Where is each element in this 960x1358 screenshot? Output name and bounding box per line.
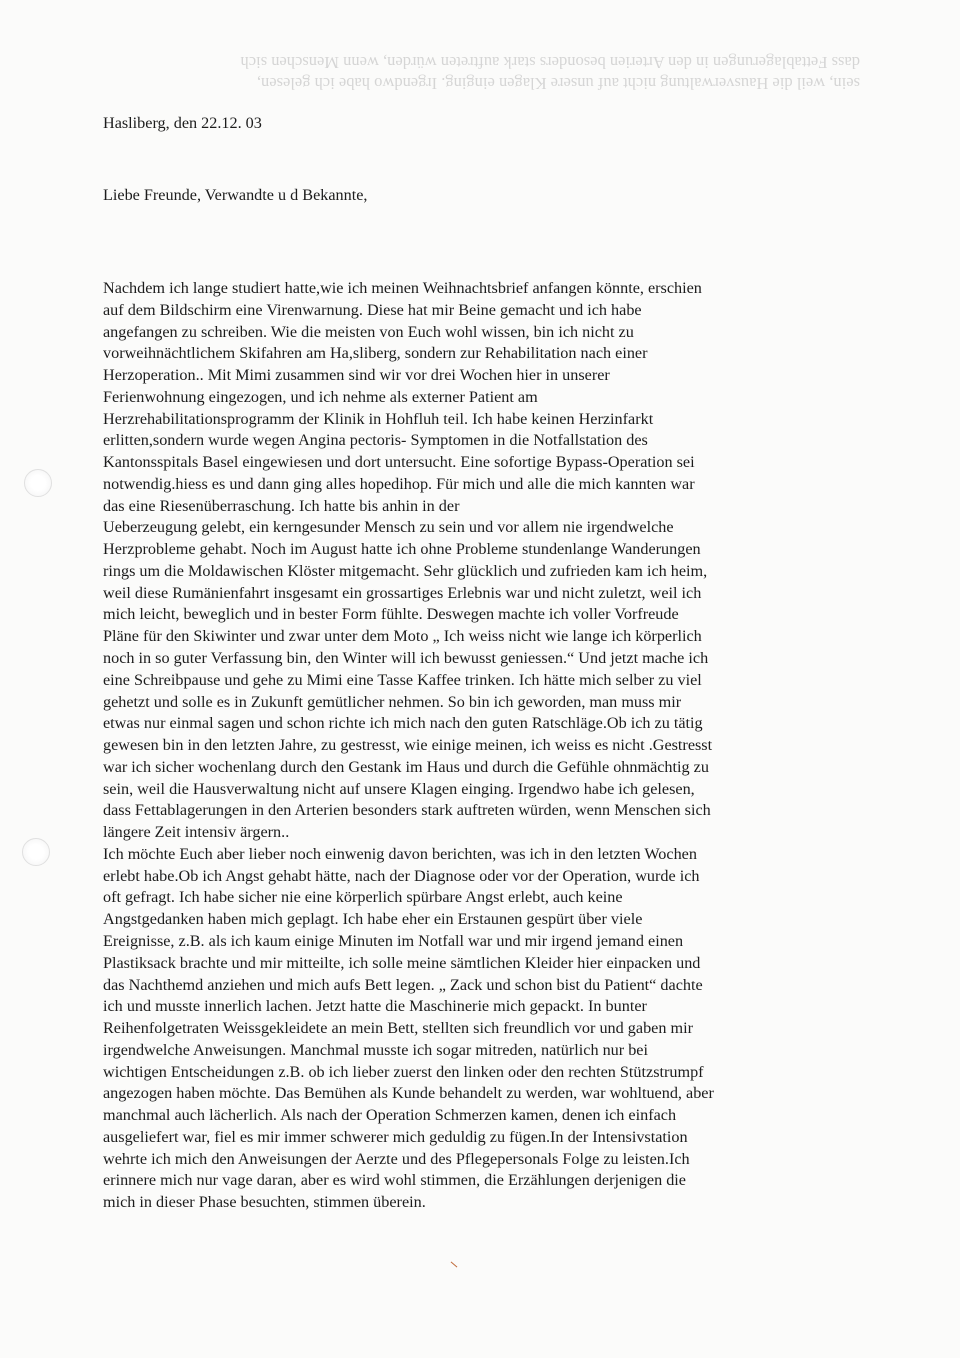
body-line: eine Schreibpause und gehe zu Mimi eine Tasse Kaffee trinken. Ich hätte mich selber zu viel	[103, 670, 702, 689]
body-line: rings um die Moldawischen Klöster mitgemacht. Sehr glücklich und zufrieden kam ich heim,	[103, 561, 708, 580]
body-line: Kantonsspitals Basel eingewiesen und dort untersucht. Eine sofortige Bypass-Operation sei	[103, 453, 695, 472]
body-line: gehetzt und solle es in Zukunft gemütlicher nehmen. So bin ich geworden, man muss mir	[103, 692, 682, 711]
bleed-through-line: dass Fettablagerungen in den Arterien besonders stark auftreten würden, wenn Menschen sich	[240, 53, 860, 72]
body-line: mich in dieser Phase besuchten, stimmen überein.	[103, 1193, 426, 1212]
body-line: Pläne für den Skiwinter und zwar unter dem Moto „ Ich weiss nicht wie lange ich körperlich	[103, 627, 702, 646]
body-line: Ueberzeugung gelebt, ein kerngesunder Mensch zu sein und vor allem nie irgendwelche	[103, 518, 674, 537]
body-line: erlebt habe.Ob ich Angst gehabt hätte, nach der Diagnose oder vor der Operation, wurde ich	[103, 866, 700, 885]
bleed-through-line: sein, weil die Hausverwaltung nicht auf unsere Klagen einging. Irgendwo habe ich gelesen,	[256, 74, 860, 93]
body-line: notwendig.hiess es und dann ging alles hopedihop. Für mich und alle die mich kannten war	[103, 474, 695, 493]
body-line: Herzprobleme gehabt. Noch im August hatte ich ohne Probleme stundenlange Wanderungen	[103, 540, 701, 559]
body-line: Plastiksack brachte und mir mitteilte, ich solle meine sämtlichen Kleider hier einpacken und	[103, 953, 701, 972]
salutation: Liebe Freunde, Verwandte u d Bekannte,	[103, 186, 368, 204]
body-line: weil diese Rumänienfahrt insgesamt ein grossartiges Erlebnis war und nicht zuletzt, weil ich	[103, 583, 702, 602]
punch-hole-mark	[22, 838, 50, 866]
body-line: oft gefragt. Ich habe sicher nie eine körperlich spürbare Angst erlebt, auch keine	[103, 888, 623, 907]
body-line: ich und musste innerlich lachen. Jetzt hatte die Maschinerie mich gepackt. In bunter	[103, 997, 647, 1016]
body-line: Ereignisse, z.B. als ich kaum einige Minuten im Notfall war und mir irgend jemand einen	[103, 931, 684, 950]
body-line: mich leicht, beweglich und in bester Form fühlte. Deswegen machte ich voller Vorfreude	[103, 605, 679, 624]
body-line: wehrte ich mich den Anweisungen der Aerzte und des Pflegepersonals Folge zu leisten.Ich	[103, 1149, 690, 1168]
body-line: vorweihnächtlichem Skifahren am Ha,sliberg, sondern zur Rehabilitation nach einer	[103, 344, 648, 363]
body-line: angefangen zu schreiben. Wie die meisten von Euch wohl wissen, bin ich nicht zu	[103, 322, 634, 341]
body-line: auf dem Bildschirm eine Virenwarnung. Diese hat mir Beine gemacht und ich habe	[103, 300, 642, 319]
body-line: Herzrehabilitationsprogramm der Klinik in Hohfluh teil. Ich habe keinen Herzinfarkt	[103, 409, 654, 428]
body-line: war ich sicher wochenlang durch den Gestank im Haus und durch die Gefühle ohnmächtig zu	[103, 757, 709, 776]
date-line: Hasliberg, den 22.12. 03	[103, 114, 262, 132]
body-line: längere Zeit intensiv ärgern..	[103, 823, 290, 842]
body-line: Reihenfolgetraten Weissgekleidete an mein Bett, stellten sich freundlich vor und gaben mir	[103, 1019, 693, 1038]
letter-content	[103, 110, 863, 1214]
body-line: irgendwelche Anweisungen. Manchmal musste ich sogar mitreden, natürlich nur bei	[103, 1040, 648, 1059]
body-line: manchmal auch lächerlich. Als nach der Operation Schmerzen kamen, denen ich einfach	[103, 1106, 677, 1125]
bleed-through-text	[100, 52, 860, 94]
body-line: wichtigen Entscheidungen z.B. ob ich lieber zuerst den linken oder den rechten Stützstrumpf	[103, 1062, 704, 1081]
body-line: etwas nur einmal sagen und schon richte ich mich nach den guten Ratschläge.Ob ich zu tätig	[103, 714, 703, 733]
body-line: Angstgedanken haben mich geplagt. Ich habe eher ein Erstaunen gespürt über viele	[103, 910, 643, 929]
body-line: ausgeliefert war, fiel es mir immer schwerer mich geduldig zu fügen.In der Intensivstation	[103, 1127, 688, 1146]
body-line: sein, weil die Hausverwaltung nicht auf unsere Klagen einging. Irgendwo habe ich gelesen,	[103, 779, 695, 798]
body-line: angezogen haben möchte. Das Bemühen als Kunde behandelt zu werden, war wohltuend, aber	[103, 1084, 714, 1103]
body-line: noch in so guter Verfassung bin, den Winter will ich bewusst geniessen.“ Und jetzt mache ich	[103, 649, 709, 668]
body-line: Nachdem ich lange studiert hatte,wie ich meinen Weihnachtsbrief anfangen könnte, erschien	[103, 279, 702, 297]
pen-mark	[451, 1262, 458, 1268]
letter-body	[103, 278, 863, 1214]
body-line: gewesen bin in den letzten Jahre, zu gestresst, wie einige meinen, ich weiss es nicht .Gestresst	[103, 736, 713, 755]
body-line: das Nachthemd anziehen und mich aufs Bett legen. „ Zack und schon bist du Patient“ dachte	[103, 975, 703, 994]
body-line: erinnere mich nur vage daran, aber es wird wohl stimmen, die Erzählungen derjenigen die	[103, 1171, 686, 1190]
punch-hole-mark	[24, 469, 52, 497]
body-line: dass Fettablagerungen in den Arterien besonders stark auftreten würden, wenn Menschen sich	[103, 801, 711, 820]
body-line: Ich möchte Euch aber lieber noch einwenig davon berichten, was ich in den letzten Wochen	[103, 844, 697, 863]
body-line: Ferienwohnung eingezogen, und ich nehme als externer Patient am	[103, 387, 538, 406]
body-line: Herzoperation.. Mit Mimi zusammen sind wir vor drei Wochen hier in unserer	[103, 366, 610, 385]
body-line: erlitten,sondern wurde wegen Angina pectoris- Symptomen in die Notfallstation des	[103, 431, 648, 450]
body-line: das eine Riesenüberraschung. Ich hatte bis anhin in der	[103, 496, 460, 515]
